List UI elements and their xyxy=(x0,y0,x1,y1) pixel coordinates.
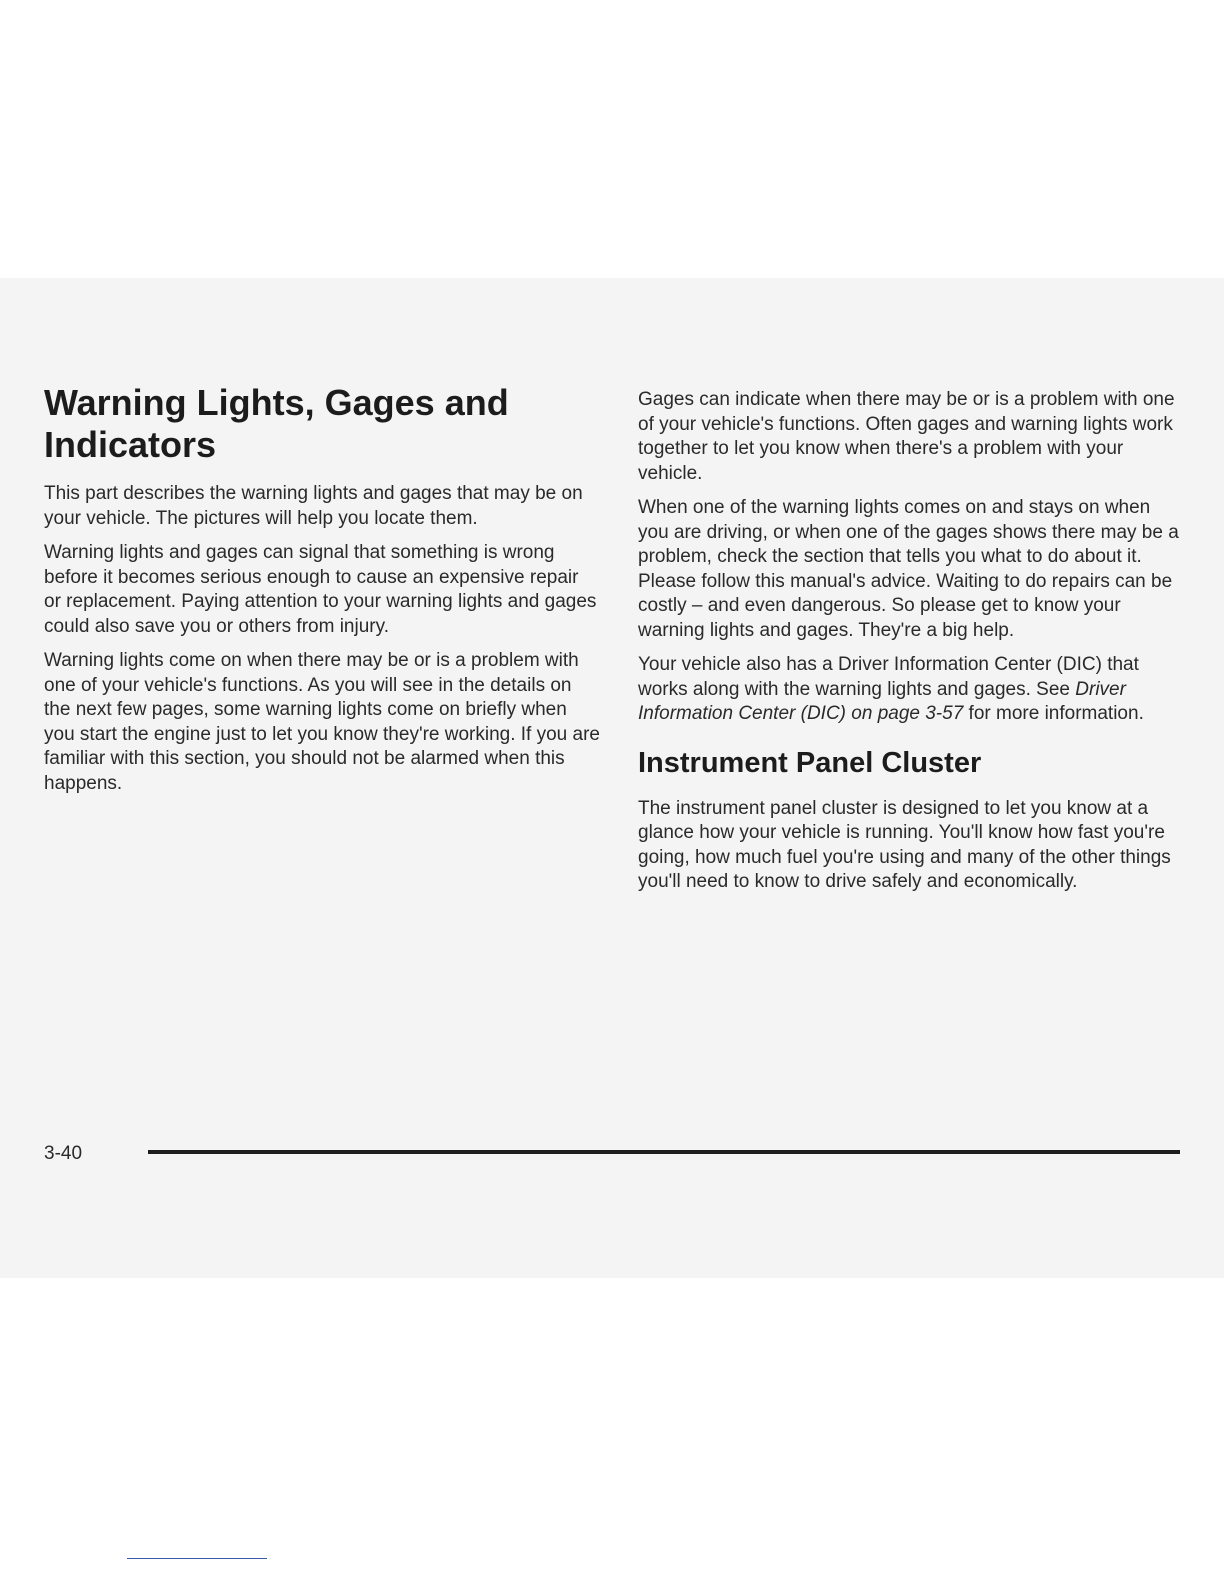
paragraph-stays-on: When one of the warning lights comes on and stays on when you are driving, or when one of the gages shows there may be a problem, check the section that tells you what to do about it. Please follow this manual's advice. Waiting to do repairs can be costly – and even dangerous. So please get to know your warning lights and gages. They're a big help. xyxy=(638,497,1179,641)
section-heading-warning-lights: Warning Lights, Gages and Indicators xyxy=(44,382,509,465)
paragraph-come-on: Warning lights come on when there may be or is a problem with one of your vehicle's functions. As you will see in the details on the next few pages, some warning lights come on briefly when you start the engine just to let you know they're working. If you are familiar with this section, you should not be alarmed when this happens. xyxy=(44,650,600,794)
page-number: 3-40 xyxy=(44,1143,83,1164)
section-heading-instrument-panel-cluster: Instrument Panel Cluster xyxy=(638,746,982,779)
bottom-link-underline xyxy=(127,1558,267,1559)
dic-cross-reference-link[interactable]: Driver Information Center (DIC) on page 3-57 xyxy=(638,678,1126,724)
paragraph-gages: Gages can indicate when there may be or is a problem with one of your vehicle's functions. Often gages and warning lights work together to let you know when there's a problem with your vehicle. xyxy=(638,389,1175,484)
paragraph-intro: This part describes the warning lights and gages that may be on your vehicle. The pictures will help you locate them. xyxy=(44,483,583,529)
paragraph-dic xyxy=(638,653,1186,727)
right-column xyxy=(638,388,1186,905)
footer-divider xyxy=(148,1150,1180,1154)
paragraph-cluster: The instrument panel cluster is designed to let you know at a glance how your vehicle is running. You'll know how fast you're going, how much fuel you're using and many of the other things you'll need to know to drive safely and economically. xyxy=(638,797,1171,892)
paragraph-signal: Warning lights and gages can signal that something is wrong before it becomes serious enough to cause an expensive repair or replacement. Paying attention to your warning lights and gages could also save you or others from injury. xyxy=(44,542,597,637)
left-column xyxy=(44,482,600,806)
dic-text-before: Your vehicle also has a Driver Information Center (DIC) that works along with the warning lights and gages. See xyxy=(638,654,1139,700)
dic-text-after: for more information. xyxy=(963,703,1144,724)
